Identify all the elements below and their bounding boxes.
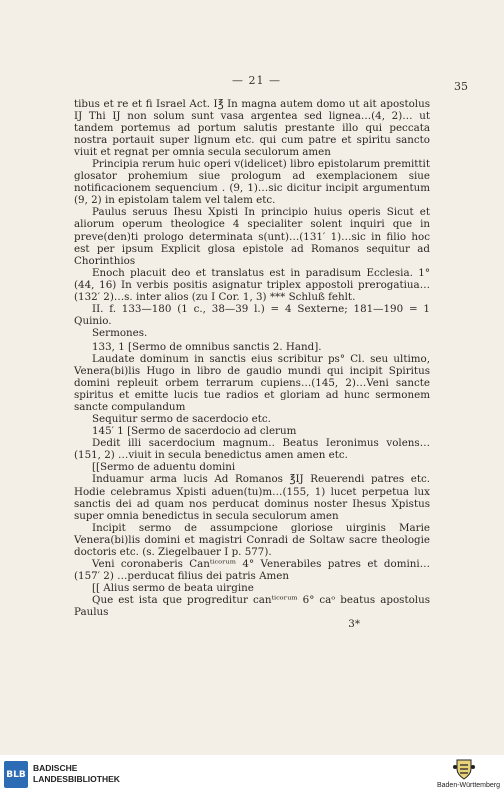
library-name-line-2: LANDESBIBLIOTHEK bbox=[33, 774, 120, 784]
blb-logo-icon[interactable]: BLB bbox=[4, 761, 28, 788]
paragraph-7b: Sequitur sermo de sacerdocio etc. bbox=[92, 413, 271, 426]
section-heading-sermones: Sermones. bbox=[92, 326, 148, 339]
paragraph-10: [[Sermo de aduentu domini bbox=[92, 461, 236, 474]
paragraph-13: Veni coronaberis Canᵗⁱᶜᵒʳᵘᵐ 4° Venerabiles patres et domini…(157′ 2) …perducat filius dei patris Amen bbox=[74, 557, 430, 582]
paragraph-9: Dedit illi sacerdocium magnum.. Beatus Ieronimus volens…(151, 2) …viuit in secula benedictus amen amen etc. bbox=[74, 437, 430, 462]
page-number-right: 35 bbox=[454, 80, 468, 93]
page-header bbox=[0, 74, 504, 94]
paragraph-7: Laudate dominum in sanctis eius scribitur ps° Cl. seu ultimo, Venera(bi)lis Hugo in libro de gaudio mundi qui incipit Spiritus domini repleuit orbem terrarum cupiens…(145, 2)…Veni sancte spiritus et emitte lucis tue radios et gloriam ad hunc sermonem sancte compulandum bbox=[74, 352, 430, 414]
coat-of-arms-icon[interactable] bbox=[452, 757, 476, 781]
paragraph-1: tibus et re et fi Israel Act. I℥ In magna autem domo ut ait apostolus IJ Thi IJ non solum sunt vasa argentea sed lignea…(4, 2)… ut tandem portemus ad portum salutis prestante illo qui peccata nostra portauit super lignum etc. qui cum patre et spiritu sancto viuit et regnat per omnia secula seculorum amen bbox=[74, 98, 430, 159]
library-name-line-1: BADISCHE bbox=[33, 763, 78, 773]
paragraph-14: [[ Alius sermo de beata uirgine bbox=[92, 581, 254, 594]
paragraph-4: Enoch placuit deo et translatus est in paradisum Ecclesia. 1° (44, 16) In verbis positis asignatur triplex appostoli prerogatiua…(132′ 2)…s. inter alios (zu I Cor. 1, 3) *** Schluß fehlt. bbox=[74, 266, 430, 303]
catalog-text bbox=[74, 98, 430, 630]
paragraph-5: II. f. 133—180 (1 c., 38—39 l.) = 4 Sexterne; 181—190 = 1 Quinio. bbox=[74, 302, 430, 327]
paragraph-3: Paulus seruus Ihesu Xpisti In principio huius operis Sicut et aliorum operum theologice 4 specialiter solent inquiri que in preve(den)ti prologo determinata s(unt)…(131′ 1)…sic in filio hoc est per ipsum Explicit glosa epistole ad Romanos sequitur ad Chorinthios bbox=[74, 206, 430, 267]
paragraph-8: 145′ 1 [Sermo de sacerdocio ad clerum bbox=[92, 425, 297, 438]
paragraph-11: Induamur arma lucis Ad Romanos ℥IJ Reuerendi patres etc. Hodie celebramus Xpisti aduen(tu)m…(155, 1) lucet perpetua lux sanctis dei ad quam nos perducat dominus noster Ihesus Xpistus super omnia benedictus in secula seculorum amen bbox=[74, 473, 430, 522]
paragraph-12: Incipit sermo de assumpcione gloriose uirginis Marie Venera(bi)lis domini et magistri Conradi de Soltaw sacre theologie doctoris etc. (s. Ziegelbauer I p. 577). bbox=[74, 521, 430, 558]
signature-mark: 3* bbox=[348, 618, 360, 631]
page-number-center: — 21 — bbox=[232, 74, 281, 87]
library-name[interactable] bbox=[33, 763, 120, 785]
footer-bar bbox=[0, 755, 504, 795]
paragraph-15: Que est ista que progreditur canᵗⁱᶜᵒʳᵘᵐ 6° caᵒ beatus apostolus Paulus bbox=[74, 593, 430, 618]
paragraph-6: 133, 1 [Sermo de omnibus sanctis 2. Hand]. bbox=[92, 340, 322, 353]
state-name: Baden-Württemberg bbox=[436, 782, 500, 789]
paragraph-2: Principia rerum huic operi v(idelicet) libro epistolarum premittit glosator prohemium siue prologum ad exemplacionem siue notificacionem sequencium . (9, 1)…sic dicitur incipit argumentum (9, 2) in epistolam talem vel talem etc. bbox=[74, 158, 430, 207]
